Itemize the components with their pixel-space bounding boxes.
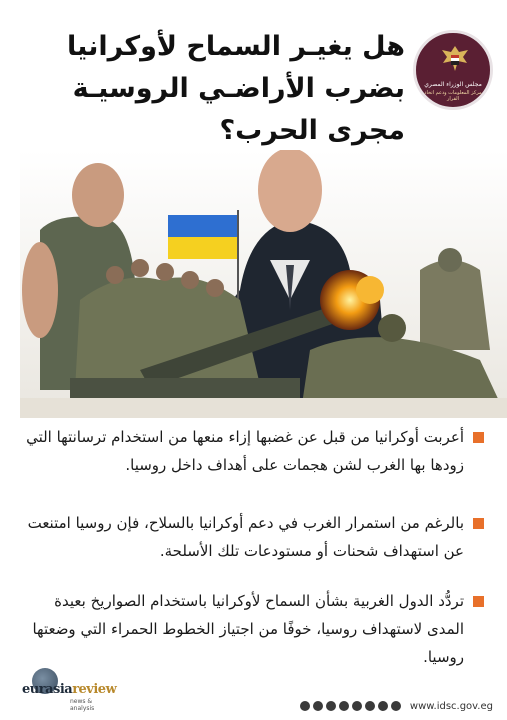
title-line-1: هل يغيـر السماح لأوكرانيا [67,31,405,62]
eurasia-review-logo [22,668,118,712]
footer-contact [300,699,493,713]
x-icon[interactable] [313,701,323,711]
facebook-icon[interactable] [300,701,310,711]
bullet-text-3: تردُّد الدول الغربية بشأن السماح لأوكرانيا باستخدام الصواريخ بعيدة المدى لاستهداف روسيا، خوفًا من اجتياز الخطوط الحمراء التي وضعتها روسيا. [32,592,464,666]
idsc-logo [413,30,493,110]
instagram-icon[interactable] [326,701,336,711]
telegram-icon[interactable] [365,701,375,711]
tiktok-icon[interactable] [391,701,401,711]
source-tagline: news & analysis [70,698,95,712]
bullet-text-1: أعربت أوكرانيا من قبل عن غضبها إزاء منعها من استخدام ترسانتها التي زودها بها الغرب لشن هجمات على أهداف داخل روسيا. [26,428,464,474]
bullet-item-2 [26,509,486,565]
egypt-eagle-emblem-icon [438,43,472,77]
logo-text-council: مجلس الوزراء المصري [424,81,482,88]
logo-text-center: مركز المعلومات ودعم اتخاذ القرار [424,90,482,102]
bullet-text-2: بالرغم من استمرار الغرب في دعم أوكرانيا بالسلاح، فإن روسيا امتنعت عن استهداف شحنات أو مستودعات تلك الأسلحة. [27,514,464,560]
bullet-marker-icon [473,596,484,607]
hero-illustration [20,150,507,418]
youtube-icon[interactable] [352,701,362,711]
website-link[interactable]: www.idsc.gov.eg [409,700,493,712]
title-line-3: مجرى الحرب؟ [219,115,405,146]
linkedin-icon[interactable] [339,701,349,711]
bullet-item-3 [26,587,486,671]
title-line-2: بضرب الأراضـي الروسيـة [72,73,405,104]
bullet-marker-icon [473,518,484,529]
bullet-marker-icon [473,432,484,443]
hero-photo-collage [20,150,507,418]
bullet-item-1 [26,423,486,479]
source-brand: eurasiareview [22,682,117,697]
page-title [35,26,405,152]
whatsapp-icon[interactable] [378,701,388,711]
